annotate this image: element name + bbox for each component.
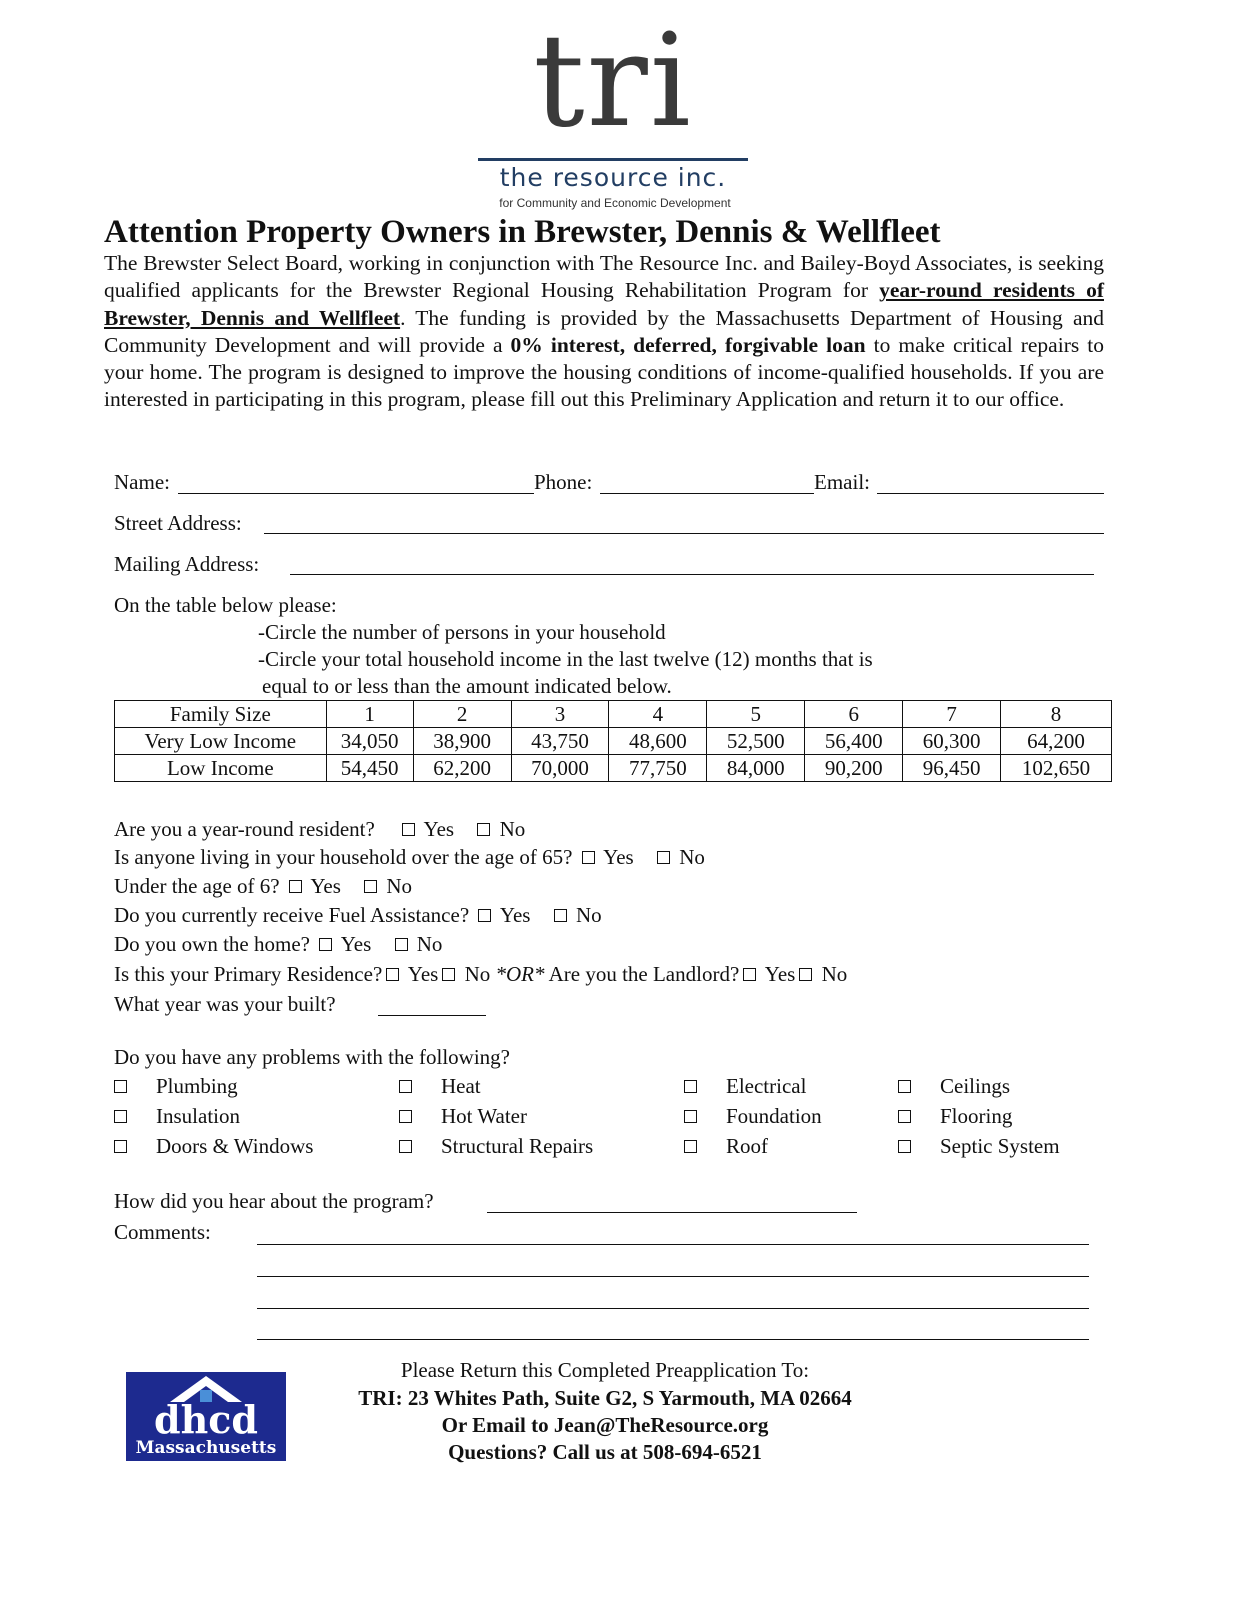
return-line-1: Please Return this Completed Preapplication To: <box>400 1358 810 1382</box>
table-cell[interactable]: 48,600 <box>609 728 707 755</box>
question-primary-residence <box>114 962 847 987</box>
name-label: Name: <box>114 470 170 494</box>
problem-option[interactable] <box>684 1074 806 1099</box>
checkbox[interactable] <box>114 1140 127 1153</box>
email-label: Email: <box>814 470 870 494</box>
checkbox[interactable] <box>684 1110 697 1123</box>
checkbox[interactable] <box>898 1140 911 1153</box>
question-text: Do you own the home? <box>114 932 310 956</box>
question-under-6 <box>114 874 412 899</box>
yes-label: Yes <box>603 845 634 869</box>
instructions-lead: On the table below please: <box>114 593 337 617</box>
checkbox[interactable] <box>399 1110 412 1123</box>
problem-option[interactable] <box>684 1134 768 1159</box>
tri-logo-word: tri <box>533 7 693 156</box>
table-cell: Very Low Income <box>115 728 327 755</box>
table-row <box>115 728 1112 755</box>
checkbox[interactable] <box>399 1080 412 1093</box>
problem-option[interactable] <box>399 1074 481 1099</box>
question-over-65 <box>114 845 705 870</box>
street-label: Street Address: <box>114 511 242 535</box>
table-cell[interactable]: 64,200 <box>1001 728 1112 755</box>
checkbox[interactable] <box>114 1080 127 1093</box>
table-cell[interactable]: 96,450 <box>903 755 1001 782</box>
table-cell[interactable]: 52,500 <box>707 728 805 755</box>
yes-label: Yes <box>499 903 531 927</box>
checkbox-no[interactable] <box>554 909 567 922</box>
table-cell[interactable]: 84,000 <box>707 755 805 782</box>
table-cell[interactable]: 7 <box>903 701 1001 728</box>
tri-logo-subtitle: the resource inc. <box>478 158 748 192</box>
checkbox[interactable] <box>399 1140 412 1153</box>
question-resident <box>114 817 525 842</box>
year-built-field[interactable] <box>378 1015 486 1016</box>
option-label: Insulation <box>156 1104 240 1128</box>
table-cell[interactable]: 77,750 <box>609 755 707 782</box>
checkbox-yes[interactable] <box>743 968 756 981</box>
phone-field[interactable] <box>600 493 814 494</box>
no-label: No <box>679 845 705 869</box>
table-cell[interactable]: 3 <box>511 701 609 728</box>
instructions-line-1: -Circle the number of persons in your household <box>258 620 666 644</box>
table-header-row <box>115 701 1112 728</box>
name-field[interactable] <box>178 493 534 494</box>
question-text: Under the age of 6? <box>114 874 280 898</box>
table-cell[interactable]: 1 <box>326 701 413 728</box>
comments-line[interactable] <box>257 1308 1089 1309</box>
mailing-field[interactable] <box>290 574 1094 575</box>
yes-label: Yes <box>310 874 341 898</box>
problem-option[interactable] <box>114 1074 238 1099</box>
checkbox-no[interactable] <box>364 880 377 893</box>
table-cell[interactable]: 5 <box>707 701 805 728</box>
option-label: Hot Water <box>441 1104 527 1128</box>
table-cell: Low Income <box>115 755 327 782</box>
option-label: Structural Repairs <box>441 1134 594 1158</box>
checkbox[interactable] <box>898 1110 911 1123</box>
intro-text-1: The Brewster Select Board, working in conjunction with The Resource Inc. and Bailey-Boyd Associates, is seeking qualified applicants for the Brewster Regional Housing Rehabilitation Program for <box>104 251 1104 303</box>
option-label: Flooring <box>940 1104 1013 1128</box>
hear-field[interactable] <box>487 1212 857 1213</box>
yes-label: Yes <box>340 932 372 956</box>
return-address: TRI: 23 Whites Path, Suite G2, S Yarmouth, MA 02664 <box>358 1386 852 1410</box>
table-cell[interactable]: 70,000 <box>511 755 609 782</box>
checkbox-no[interactable] <box>442 968 455 981</box>
tri-logo-tagline: for Community and Economic Development <box>499 196 731 210</box>
no-label: No <box>575 903 602 927</box>
income-table <box>114 700 1112 782</box>
question-own-home <box>114 932 442 957</box>
intro-bold: 0% interest, deferred, forgivable loan <box>510 332 866 357</box>
checkbox-no[interactable] <box>477 823 490 836</box>
table-cell[interactable]: 60,300 <box>903 728 1001 755</box>
table-cell[interactable]: 43,750 <box>511 728 609 755</box>
hear-label: How did you hear about the program? <box>114 1189 434 1213</box>
table-cell[interactable]: 38,900 <box>413 728 511 755</box>
question-text: Are you the Landlord? <box>548 962 740 986</box>
option-label: Electrical <box>726 1074 807 1098</box>
question-text: Do you currently receive Fuel Assistance? <box>114 903 470 927</box>
problem-option[interactable] <box>898 1074 1010 1099</box>
street-field[interactable] <box>264 533 1104 534</box>
problem-option[interactable] <box>399 1134 593 1159</box>
table-cell[interactable]: 4 <box>609 701 707 728</box>
intro-paragraph <box>104 250 1104 414</box>
table-cell[interactable]: 90,200 <box>805 755 903 782</box>
problem-option[interactable] <box>898 1104 1012 1129</box>
no-label: No <box>499 817 526 841</box>
problem-option[interactable] <box>898 1134 1060 1159</box>
comments-line[interactable] <box>257 1276 1089 1277</box>
return-email[interactable]: Or Email to Jean@TheResource.org <box>441 1413 769 1437</box>
checkbox-no[interactable] <box>657 851 670 864</box>
checkbox-yes[interactable] <box>478 909 491 922</box>
checkbox-yes[interactable] <box>319 938 332 951</box>
option-label: Heat <box>441 1074 481 1098</box>
dhcd-logo-word: dhcd <box>154 1397 258 1442</box>
checkbox-no[interactable] <box>799 968 812 981</box>
checkbox[interactable] <box>114 1110 127 1123</box>
problem-option[interactable] <box>399 1104 527 1129</box>
question-fuel-assistance <box>114 903 602 928</box>
instructions-line-2: -Circle your total household income in the last twelve (12) months that is <box>258 647 873 671</box>
no-label: No <box>386 874 413 898</box>
option-label: Foundation <box>726 1104 822 1128</box>
checkbox-no[interactable] <box>395 938 408 951</box>
intro-text-2: . The funding is provided by the Massachusetts Department of Housing and Community Development and will provide a <box>104 305 1105 357</box>
yes-label: Yes <box>407 962 439 986</box>
or-label: *OR* <box>495 962 545 986</box>
dhcd-logo-state: Massachusetts <box>135 1438 277 1458</box>
return-phone: Questions? Call us at 508-694-6521 <box>448 1440 762 1464</box>
question-year-built: What year was your built? <box>114 992 336 1016</box>
table-cell[interactable]: 34,050 <box>326 728 413 755</box>
table-cell[interactable]: 62,200 <box>413 755 511 782</box>
comments-line[interactable] <box>257 1244 1089 1245</box>
no-label: No <box>416 932 443 956</box>
option-label: Doors & Windows <box>156 1134 314 1158</box>
table-cell[interactable]: 6 <box>805 701 903 728</box>
problems-lead: Do you have any problems with the following? <box>114 1045 511 1069</box>
checkbox[interactable] <box>898 1080 911 1093</box>
option-label: Plumbing <box>156 1074 238 1098</box>
phone-label: Phone: <box>534 470 593 494</box>
comments-line[interactable] <box>257 1339 1089 1340</box>
problem-option[interactable] <box>114 1134 313 1159</box>
mailing-label: Mailing Address: <box>114 552 260 576</box>
instructions-line-3: equal to or less than the amount indicated below. <box>262 674 672 698</box>
checkbox[interactable] <box>684 1140 697 1153</box>
table-row <box>115 755 1112 782</box>
table-cell[interactable]: 54,450 <box>326 755 413 782</box>
problem-option[interactable] <box>114 1104 240 1129</box>
question-text: Is anyone living in your household over the age of 65? <box>114 845 573 869</box>
question-text: Are you a year-round resident? <box>114 817 375 841</box>
yes-label: Yes <box>764 962 796 986</box>
page-title: Attention Property Owners in Brewster, Dennis & Wellfleet <box>104 214 941 250</box>
checkbox-yes[interactable] <box>582 851 595 864</box>
dhcd-logo <box>126 1372 286 1461</box>
no-label: No <box>464 962 491 986</box>
intro-underlined: year-round residents of Brewster, Dennis and Wellfleet <box>104 278 1104 330</box>
problem-option[interactable] <box>684 1104 822 1129</box>
yes-label: Yes <box>423 817 455 841</box>
checkbox[interactable] <box>684 1080 697 1093</box>
table-cell[interactable]: 102,650 <box>1001 755 1112 782</box>
table-cell[interactable]: 8 <box>1001 701 1112 728</box>
email-field[interactable] <box>877 493 1104 494</box>
table-cell: Family Size <box>115 701 327 728</box>
table-cell[interactable]: 56,400 <box>805 728 903 755</box>
checkbox-yes[interactable] <box>386 968 399 981</box>
checkbox-yes[interactable] <box>402 823 415 836</box>
question-text: Is this your Primary Residence? <box>114 962 383 986</box>
checkbox-yes[interactable] <box>289 880 302 893</box>
option-label: Septic System <box>940 1134 1060 1158</box>
intro-text-3: to make critical repairs to your home. The program is designed to improve the housing conditions of income-qualified households. If you are interested in participating in this program, please fill out this Preliminary Application and return it to our office. <box>104 332 1104 412</box>
no-label: No <box>821 962 848 986</box>
table-cell[interactable]: 2 <box>413 701 511 728</box>
option-label: Roof <box>726 1134 768 1158</box>
option-label: Ceilings <box>940 1074 1011 1098</box>
comments-label: Comments: <box>114 1220 211 1244</box>
